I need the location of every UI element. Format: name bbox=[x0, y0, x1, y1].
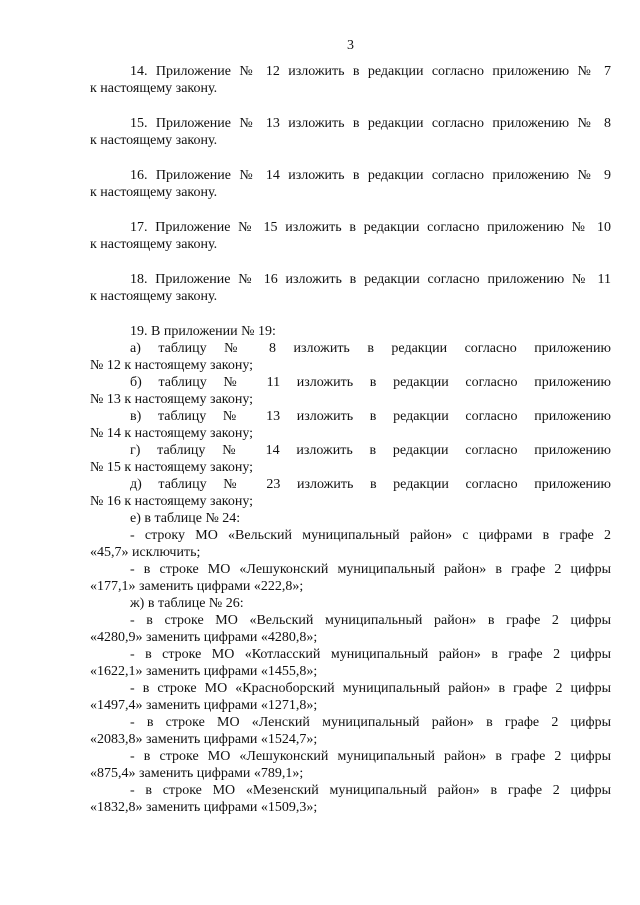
item-19-d-line-1: д) таблицу № 23 изложить в редакции согласно приложению bbox=[130, 477, 611, 492]
item-19-e-heading: е) в таблице № 24: bbox=[130, 511, 241, 526]
item-18-line-1: 18. Приложение № 16 изложить в редакции согласно приложению № 11 bbox=[130, 272, 611, 287]
item-19-d-line-2: № 16 к настоящему закону; bbox=[90, 494, 254, 509]
item-19-zh-4-line-2: «2083,8» заменить цифрами «1524,7»; bbox=[90, 732, 318, 747]
item-19-zh-3-line-1: - в строке МО «Красноборский муниципальный район» в графе 2 цифры bbox=[130, 681, 611, 696]
item-19-a-line-2: № 12 к настоящему закону; bbox=[90, 358, 254, 373]
page-number: 3 bbox=[347, 38, 354, 53]
item-15-line-1: 15. Приложение № 13 изложить в редакции согласно приложению № 8 bbox=[130, 116, 611, 131]
item-19-a-line-1: а) таблицу № 8 изложить в редакции согласно приложению bbox=[130, 341, 611, 356]
item-17-line-1: 17. Приложение № 15 изложить в редакции согласно приложению № 10 bbox=[130, 220, 611, 235]
item-15-line-2: к настоящему закону. bbox=[90, 133, 218, 148]
item-19-g-line-2: № 15 к настоящему закону; bbox=[90, 460, 254, 475]
item-19-zh-1-line-2: «4280,9» заменить цифрами «4280,8»; bbox=[90, 630, 318, 645]
item-19-zh-2-line-1: - в строке МО «Котласский муниципальный район» в графе 2 цифры bbox=[130, 647, 611, 662]
item-19-zh-6-line-1: - в строке МО «Мезенский муниципальный район» в графе 2 цифры bbox=[130, 783, 611, 798]
item-19-zh-1-line-1: - в строке МО «Вельский муниципальный район» в графе 2 цифры bbox=[130, 613, 611, 628]
item-19-b-line-1: б) таблицу № 11 изложить в редакции согласно приложению bbox=[130, 375, 611, 390]
item-19-v-line-1: в) таблицу № 13 изложить в редакции согласно приложению bbox=[130, 409, 611, 424]
item-19-heading: 19. В приложении № 19: bbox=[130, 324, 276, 339]
item-19-zh-6-line-2: «1832,8» заменить цифрами «1509,3»; bbox=[90, 800, 318, 815]
item-19-g-line-1: г) таблицу № 14 изложить в редакции согласно приложению bbox=[130, 443, 611, 458]
item-16-line-1: 16. Приложение № 14 изложить в редакции согласно приложению № 9 bbox=[130, 168, 611, 183]
item-19-e-1-line-2: «45,7» исключить; bbox=[90, 545, 201, 560]
item-19-e-2-line-2: «177,1» заменить цифрами «222,8»; bbox=[90, 579, 304, 594]
item-19-b-line-2: № 13 к настоящему закону; bbox=[90, 392, 254, 407]
item-19-zh-5-line-1: - в строке МО «Лешуконский муниципальный район» в графе 2 цифры bbox=[130, 749, 611, 764]
item-19-zh-2-line-2: «1622,1» заменить цифрами «1455,8»; bbox=[90, 664, 318, 679]
item-19-zh-4-line-1: - в строке МО «Ленский муниципальный район» в графе 2 цифры bbox=[130, 715, 611, 730]
item-18-line-2: к настоящему закону. bbox=[90, 289, 218, 304]
item-19-zh-5-line-2: «875,4» заменить цифрами «789,1»; bbox=[90, 766, 304, 781]
item-14-line-1: 14. Приложение № 12 изложить в редакции согласно приложению № 7 bbox=[130, 64, 611, 79]
item-17-line-2: к настоящему закону. bbox=[90, 237, 218, 252]
item-19-v-line-2: № 14 к настоящему закону; bbox=[90, 426, 254, 441]
item-19-e-2-line-1: - в строке МО «Лешуконский муниципальный район» в графе 2 цифры bbox=[130, 562, 611, 577]
item-19-e-1-line-1: - строку МО «Вельский муниципальный район» с цифрами в графе 2 bbox=[130, 528, 611, 543]
item-16-line-2: к настоящему закону. bbox=[90, 185, 218, 200]
item-19-zh-heading: ж) в таблице № 26: bbox=[130, 596, 244, 611]
item-19-zh-3-line-2: «1497,4» заменить цифрами «1271,8»; bbox=[90, 698, 318, 713]
item-14-line-2: к настоящему закону. bbox=[90, 81, 218, 96]
